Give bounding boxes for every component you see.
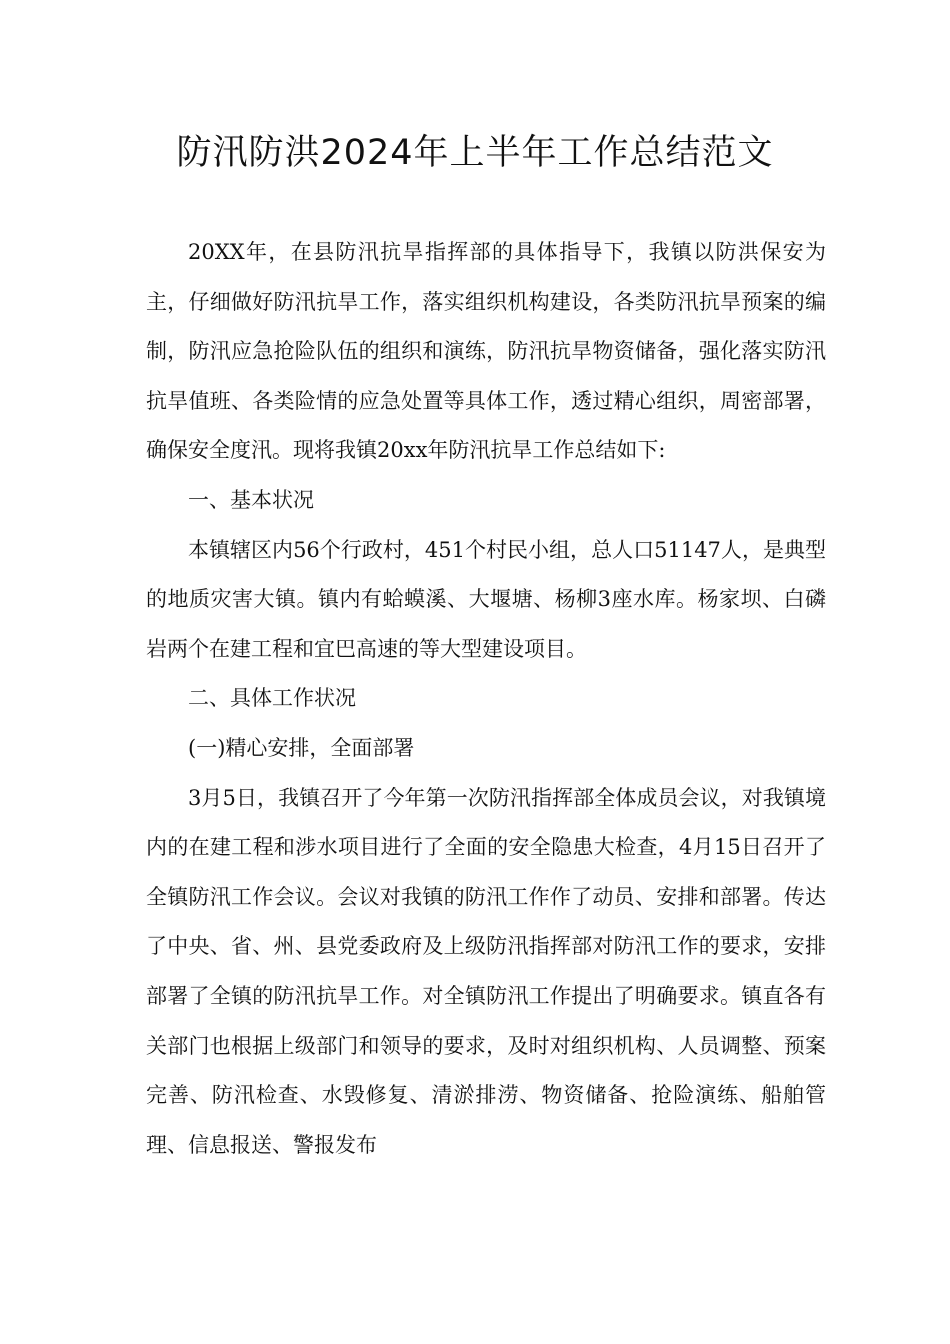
section-heading-work: 二、具体工作状况 — [188, 686, 356, 711]
document-title: 防汛防洪2024年上半年工作总结范文 — [176, 133, 774, 173]
basic-situation-paragraph: 本镇辖区内56个行政村，451个村民小组，总人口51147人，是典型的地质灾害大镇。镇内有蛤蟆溪、大堰塘、杨柳3座水库。杨家坝、白磷岩两个在建工程和宜巴高速的等大型建设项目。 — [146, 537, 826, 661]
intro-paragraph: 20XX年，在县防汛抗旱指挥部的具体指导下，我镇以防洪保安为主，仔细做好防汛抗旱工作，落实组织机构建设，各类防汛抗旱预案的编制，防汛应急抢险队伍的组织和演练，防汛抗旱物资储备，强化落实防汛抗旱值班、各类险情的应急处置等具体工作，透过精心组织，周密部署，确保安全度汛。现将我镇20xx年防汛抗旱工作总结如下: — [146, 240, 826, 463]
section-heading-basic: 一、基本状况 — [188, 487, 314, 512]
work-paragraph: 3月5日，我镇召开了今年第一次防汛指挥部全体成员会议，对我镇境内的在建工程和涉水项目进行了全面的安全隐患大检查，4月15日召开了全镇防汛工作会议。会议对我镇的防汛工作作了动员、安排和部署。传达了中央、省、州、县党委政府及上级防汛指挥部对防汛工作的要求，安排部署了全镇的防汛抗旱工作。对全镇防汛工作提出了明确要求。镇直各有关部门也根据上级部门和领导的要求，及时对组织机构、人员调整、预案完善、防汛检查、水毁修复、清淤排涝、物资储备、抢险演练、船舶管理、信息报送、警报发布 — [146, 785, 826, 1157]
subsection-heading: (一)精心安排，全面部署 — [188, 735, 415, 760]
document-body — [146, 228, 826, 1170]
